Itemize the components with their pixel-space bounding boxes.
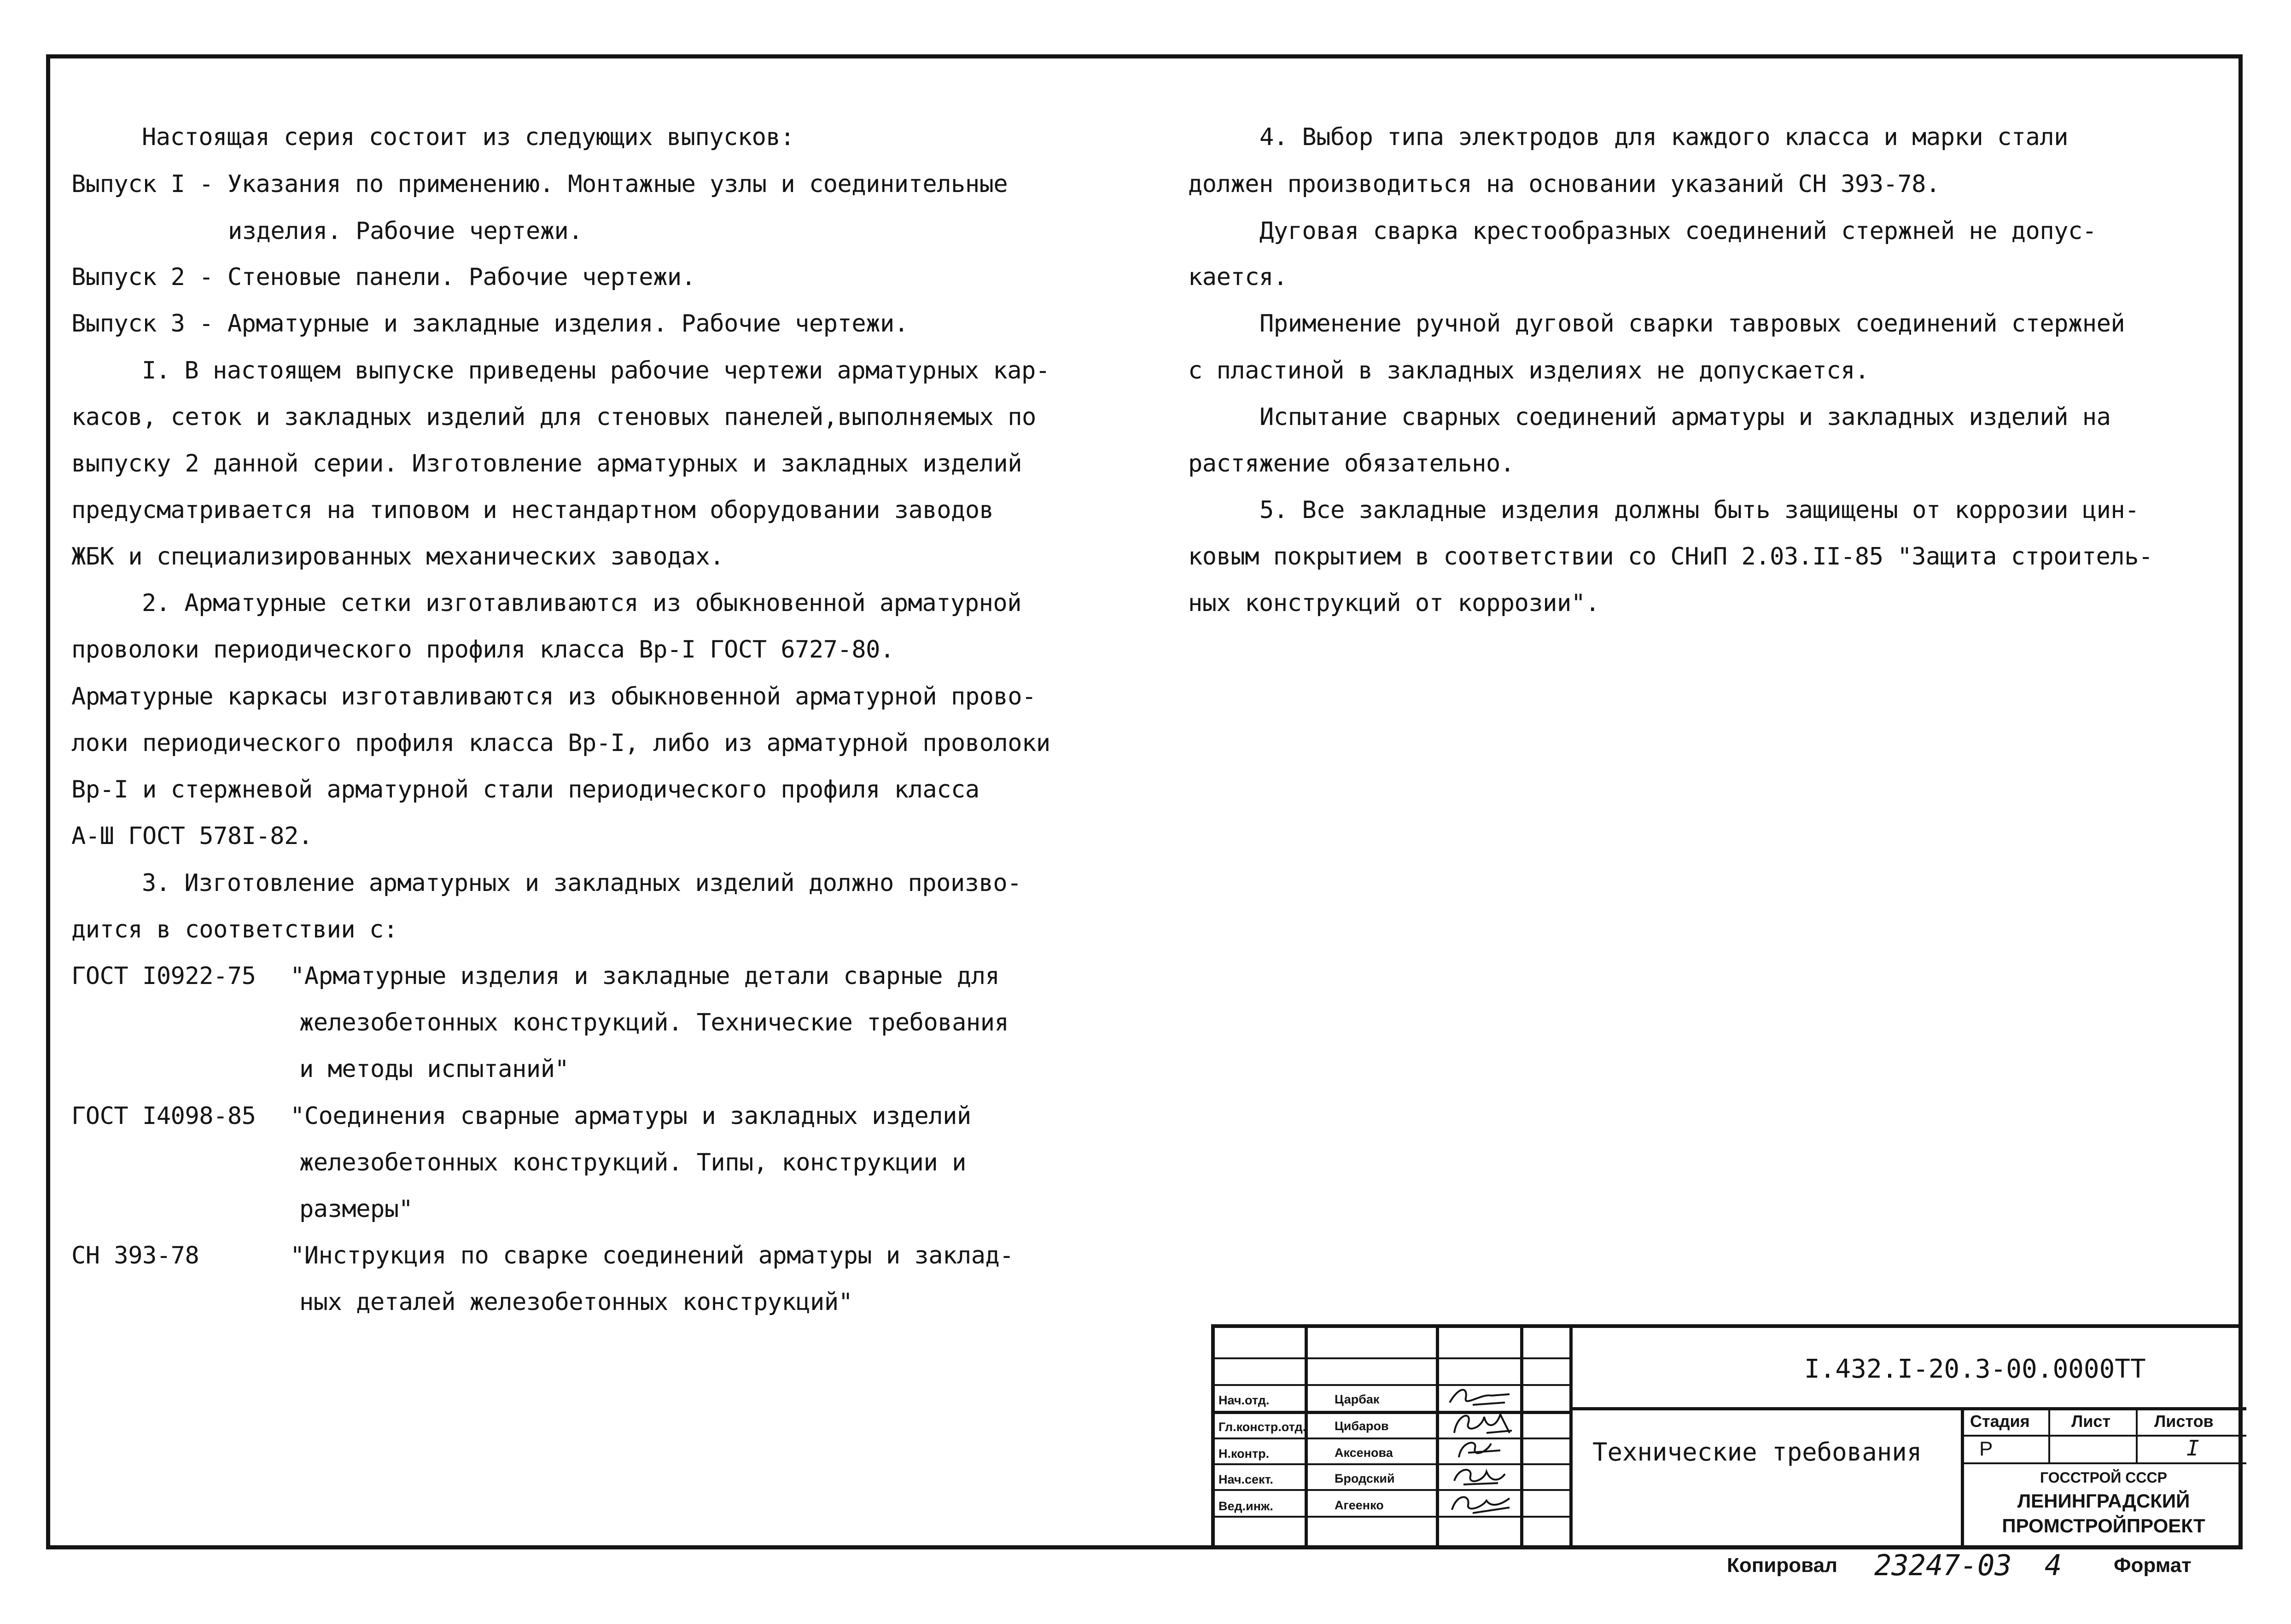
paragraph-5-line: ковым покрытием в соответствии со СНиП 2.03.II-85 "Защита строитель- <box>1188 543 2153 570</box>
standard-title: размеры" <box>299 1195 413 1223</box>
standard-code: ГОСТ I0922-75 <box>71 962 256 990</box>
paragraph-4-line: должен производиться на основании указаний СН 393-78. <box>1188 170 1940 198</box>
grid-line <box>1569 1328 1573 1549</box>
grid-line <box>1961 1462 2246 1464</box>
role-label: Нач.отд. <box>1218 1393 1270 1407</box>
issue-3-line: Выпуск 3 - Арматурные и закладные изделия. Рабочие чертежи. <box>71 310 909 338</box>
archive-code: 23247-03 <box>1874 1548 2012 1582</box>
standard-title: "Арматурные изделия и закладные детали сварные для <box>290 962 1000 990</box>
document-number: I.432.I-20.3-00.0000ТТ <box>1804 1354 2146 1384</box>
grid-line <box>1520 1328 1523 1549</box>
signature-icon <box>1440 1462 1519 1489</box>
paragraph-2-line: А-Ш ГОСТ 578I-82. <box>71 822 313 850</box>
standard-title: "Соединения сварные арматуры и закладных изделий <box>290 1102 971 1130</box>
paragraph-4-line: Применение ручной дуговой сварки тавровых соединений стержней <box>1259 310 2125 338</box>
paragraph-1-line: ЖБК и специализированных механических заводах. <box>71 543 724 570</box>
format-label: Формат <box>2114 1554 2192 1577</box>
standard-title: железобетонных конструкций. Технические требования <box>299 1009 1009 1036</box>
name-label: Бродский <box>1335 1472 1395 1485</box>
issue-1-line: Выпуск I - Указания по применению. Монтажные узлы и соединительные <box>71 170 1008 198</box>
paragraph-4-line: растяжение обязательно. <box>1188 450 1515 477</box>
paragraph-2-line: Вр-I и стержневой арматурной стали периодического профиля класса <box>71 776 979 803</box>
signature-icon <box>1440 1437 1519 1463</box>
paragraph-3-line: дится в соответствии с: <box>71 916 398 943</box>
paragraph-4-line: с пластиной в закладных изделиях не допускается. <box>1188 357 1869 384</box>
paragraph-2-line: проволоки периодического профиля класса Вр-I ГОСТ 6727-80. <box>71 636 894 664</box>
sheet-number: 4 <box>2045 1548 2062 1582</box>
org-name: ЛЕНИНГРАДСКИЙ <box>2017 1490 2190 1512</box>
standard-title: железобетонных конструкций. Типы, конструкции и <box>299 1149 966 1176</box>
grid-line <box>1961 1435 2246 1437</box>
footer-format <box>2114 1552 2192 1579</box>
org-name: ГОССТРОЙ СССР <box>2040 1469 2167 1486</box>
signature-icon <box>1440 1410 1519 1438</box>
role-label: Вед.инж. <box>1218 1499 1273 1513</box>
copied-label: Копировал <box>1727 1554 1838 1577</box>
role-label: Гл.констр.отд. <box>1218 1420 1306 1434</box>
grid-line <box>1215 1516 1569 1518</box>
signature-icon <box>1440 1384 1519 1411</box>
grid-line <box>1569 1407 2246 1410</box>
footer-sheet-no <box>2045 1548 2062 1582</box>
paragraph-1-line: I. В настоящем выпуске приведены рабочие чертежи арматурных кар- <box>142 357 1050 384</box>
intro-line: Настоящая серия состоит из следующих выпусков: <box>142 123 795 151</box>
paragraph-5-line: 5. Все закладные изделия должны быть защищены от коррозии цин- <box>1259 496 2139 524</box>
paragraph-1-line: выпуску 2 данной серии. Изготовление арматурных и закладных изделий <box>71 450 1022 477</box>
name-label: Аксенова <box>1335 1446 1393 1460</box>
paragraph-2-line: 2. Арматурные сетки изготавливаются из обыкновенной арматурной <box>142 589 1022 617</box>
footer-code <box>1874 1548 2012 1582</box>
sheets-header: Листов <box>2154 1412 2214 1431</box>
paragraph-4-line: Испытание сварных соединений арматуры и закладных изделий на <box>1259 403 2111 431</box>
standard-title: и методы испытаний" <box>299 1055 569 1083</box>
grid-line <box>1215 1357 1569 1359</box>
grid-line <box>1436 1328 1439 1549</box>
title-block <box>1211 1324 2243 1549</box>
role-label: Нач.сект. <box>1218 1473 1273 1486</box>
paragraph-5-line: ных конструкций от коррозии". <box>1188 589 1600 617</box>
issue-2-line: Выпуск 2 - Стеновые панели. Рабочие чертежи. <box>71 263 696 291</box>
grid-line <box>1305 1328 1308 1549</box>
standard-title: ных деталей железобетонных конструкций" <box>299 1288 853 1316</box>
paragraph-4-line: 4. Выбор типа электродов для каждого класса и марки стали <box>1259 123 2068 151</box>
sheets-value: I <box>2186 1436 2199 1461</box>
standard-title: "Инструкция по сварке соединений арматуры и заклад- <box>290 1242 1014 1269</box>
grid-line <box>2136 1407 2138 1462</box>
org-name: ПРОМСТРОЙПРОЕКТ <box>2002 1515 2205 1537</box>
document-title: Технические требования <box>1592 1438 1922 1467</box>
paragraph-3-line: 3. Изготовление арматурных и закладных изделий должно произво- <box>142 869 1022 897</box>
standard-code: ГОСТ I4098-85 <box>71 1102 256 1130</box>
paragraph-4-line: кается. <box>1188 263 1288 291</box>
paragraph-2-line: Арматурные каркасы изготавливаются из обыкновенной арматурной прово- <box>71 683 1036 710</box>
standard-code: СН 393-78 <box>71 1242 199 1269</box>
paragraph-1-line: касов, сеток и закладных изделий для стеновых панелей,выполняемых по <box>71 403 1036 431</box>
stage-header: Стадия <box>1970 1412 2030 1431</box>
role-label: Н.контр. <box>1218 1447 1270 1461</box>
name-label: Агеенко <box>1335 1498 1384 1512</box>
footer-copied-label <box>1727 1552 1837 1579</box>
paragraph-2-line: локи периодического профиля класса Вр-I, либо из арматурной проволоки <box>71 729 1050 757</box>
paragraph-4-line: Дуговая сварка крестообразных соединений стержней не допус- <box>1259 217 2097 245</box>
name-label: Царбак <box>1335 1392 1380 1406</box>
paragraph-1-line: предусматривается на типовом и нестандартном оборудовании заводов <box>71 496 994 524</box>
name-label: Цибаров <box>1335 1419 1389 1433</box>
grid-line <box>2048 1407 2050 1462</box>
stage-value: Р <box>1979 1438 1993 1460</box>
signature-icon <box>1440 1489 1519 1516</box>
issue-1-continuation: изделия. Рабочие чертежи. <box>228 217 583 245</box>
sheet-header: Лист <box>2071 1412 2111 1431</box>
